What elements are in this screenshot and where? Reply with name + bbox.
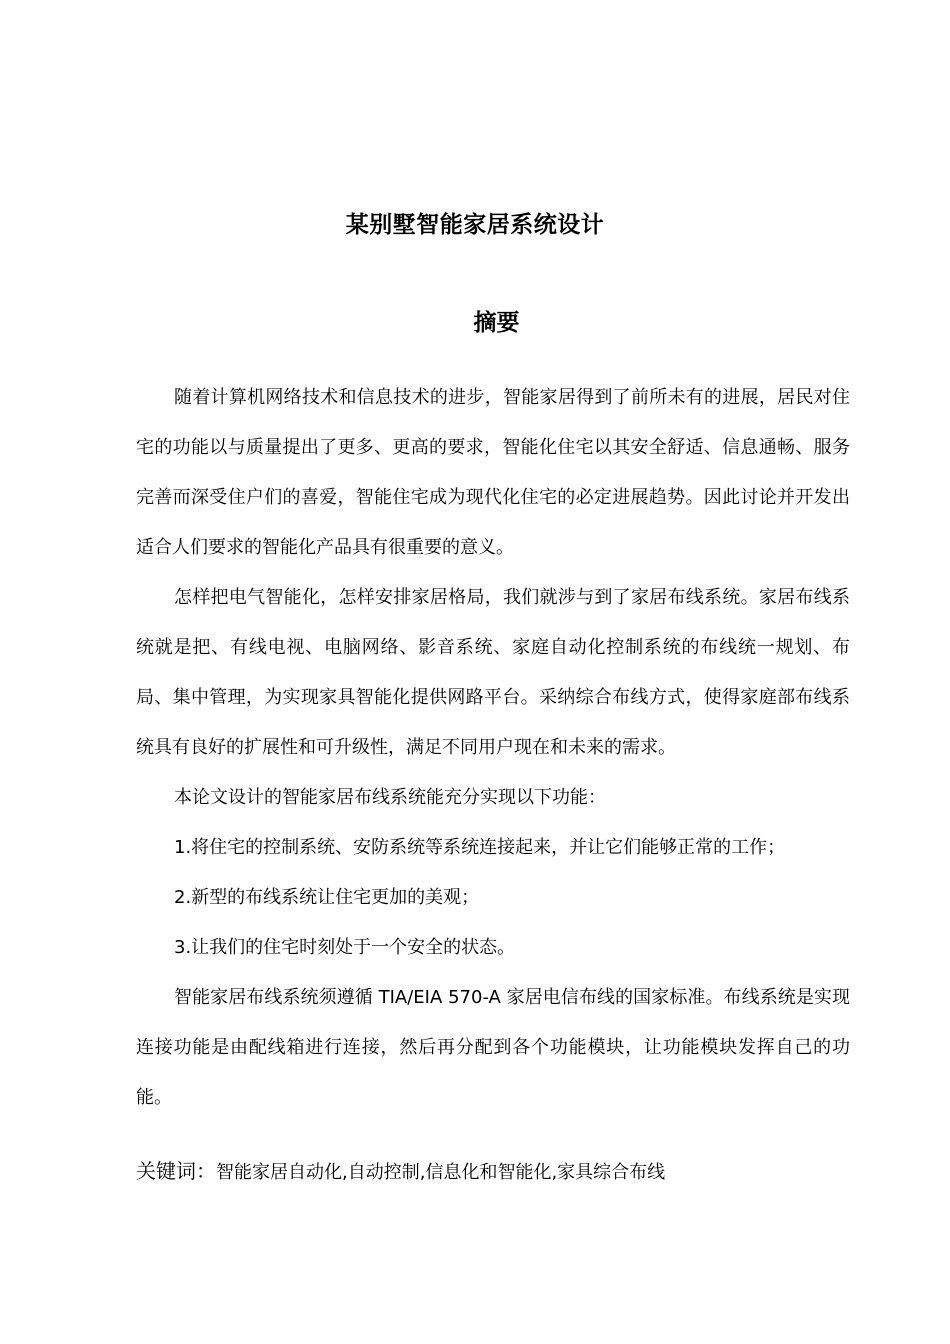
function-list-item-1: 1.将住宅的控制系统、安防系统等系统连接起来，并让它们能够正常的工作； [174, 837, 786, 858]
function-list-item-2: 2.新型的布线系统让住宅更加的美观； [174, 887, 480, 908]
abstract-paragraph-2: 怎样把电气智能化，怎样安排家居格局，我们就涉与到了家居布线系统。家居布线系统就是把、有线电视、电脑网络、影音系统、家庭自动化控制系统的布线统一规划、布局、集中管理，为实现家具智能化提供网路平台。采纳综合布线方式，使得家庭部布线系统具有良好的扩展性和可升级性，满足不同用户现在和未来的需求。 [136, 587, 850, 758]
keywords-list: 智能家居自动化,自动控制,信息化和智能化,家具综合布线 [216, 1162, 666, 1183]
closing-paragraph: 智能家居布线系统须遵循 TIA/EIA 570-A 家居电信布线的国家标准。布线系统是实现连接功能是由配线箱进行连接，然后再分配到各个功能模块，让功能模块发挥自己的功能。 [136, 987, 850, 1108]
function-list-item-3: 3.让我们的住宅时刻处于一个安全的状态。 [174, 937, 516, 958]
keywords-label: 关键词： [136, 1159, 216, 1183]
abstract-paragraph-1: 随着计算机网络技术和信息技术的进步，智能家居得到了前所未有的进展，居民对住宅的功能以与质量提出了更多、更高的要求，智能化住宅以其安全舒适、信息通畅、服务完善而深受住户们的喜爱，智能住宅成为现代化住宅的必定进展趋势。因此讨论并开发出适合人们要求的智能化产品具有很重要的意义。 [136, 387, 850, 558]
document-title: 某别墅智能家居系统设计 [345, 212, 605, 238]
abstract-paragraph-3: 本论文设计的智能家居布线系统能充分实现以下功能： [174, 787, 606, 808]
keywords-line [136, 1153, 850, 1191]
abstract-body [136, 373, 850, 1123]
abstract-heading: 摘要 [473, 310, 520, 336]
